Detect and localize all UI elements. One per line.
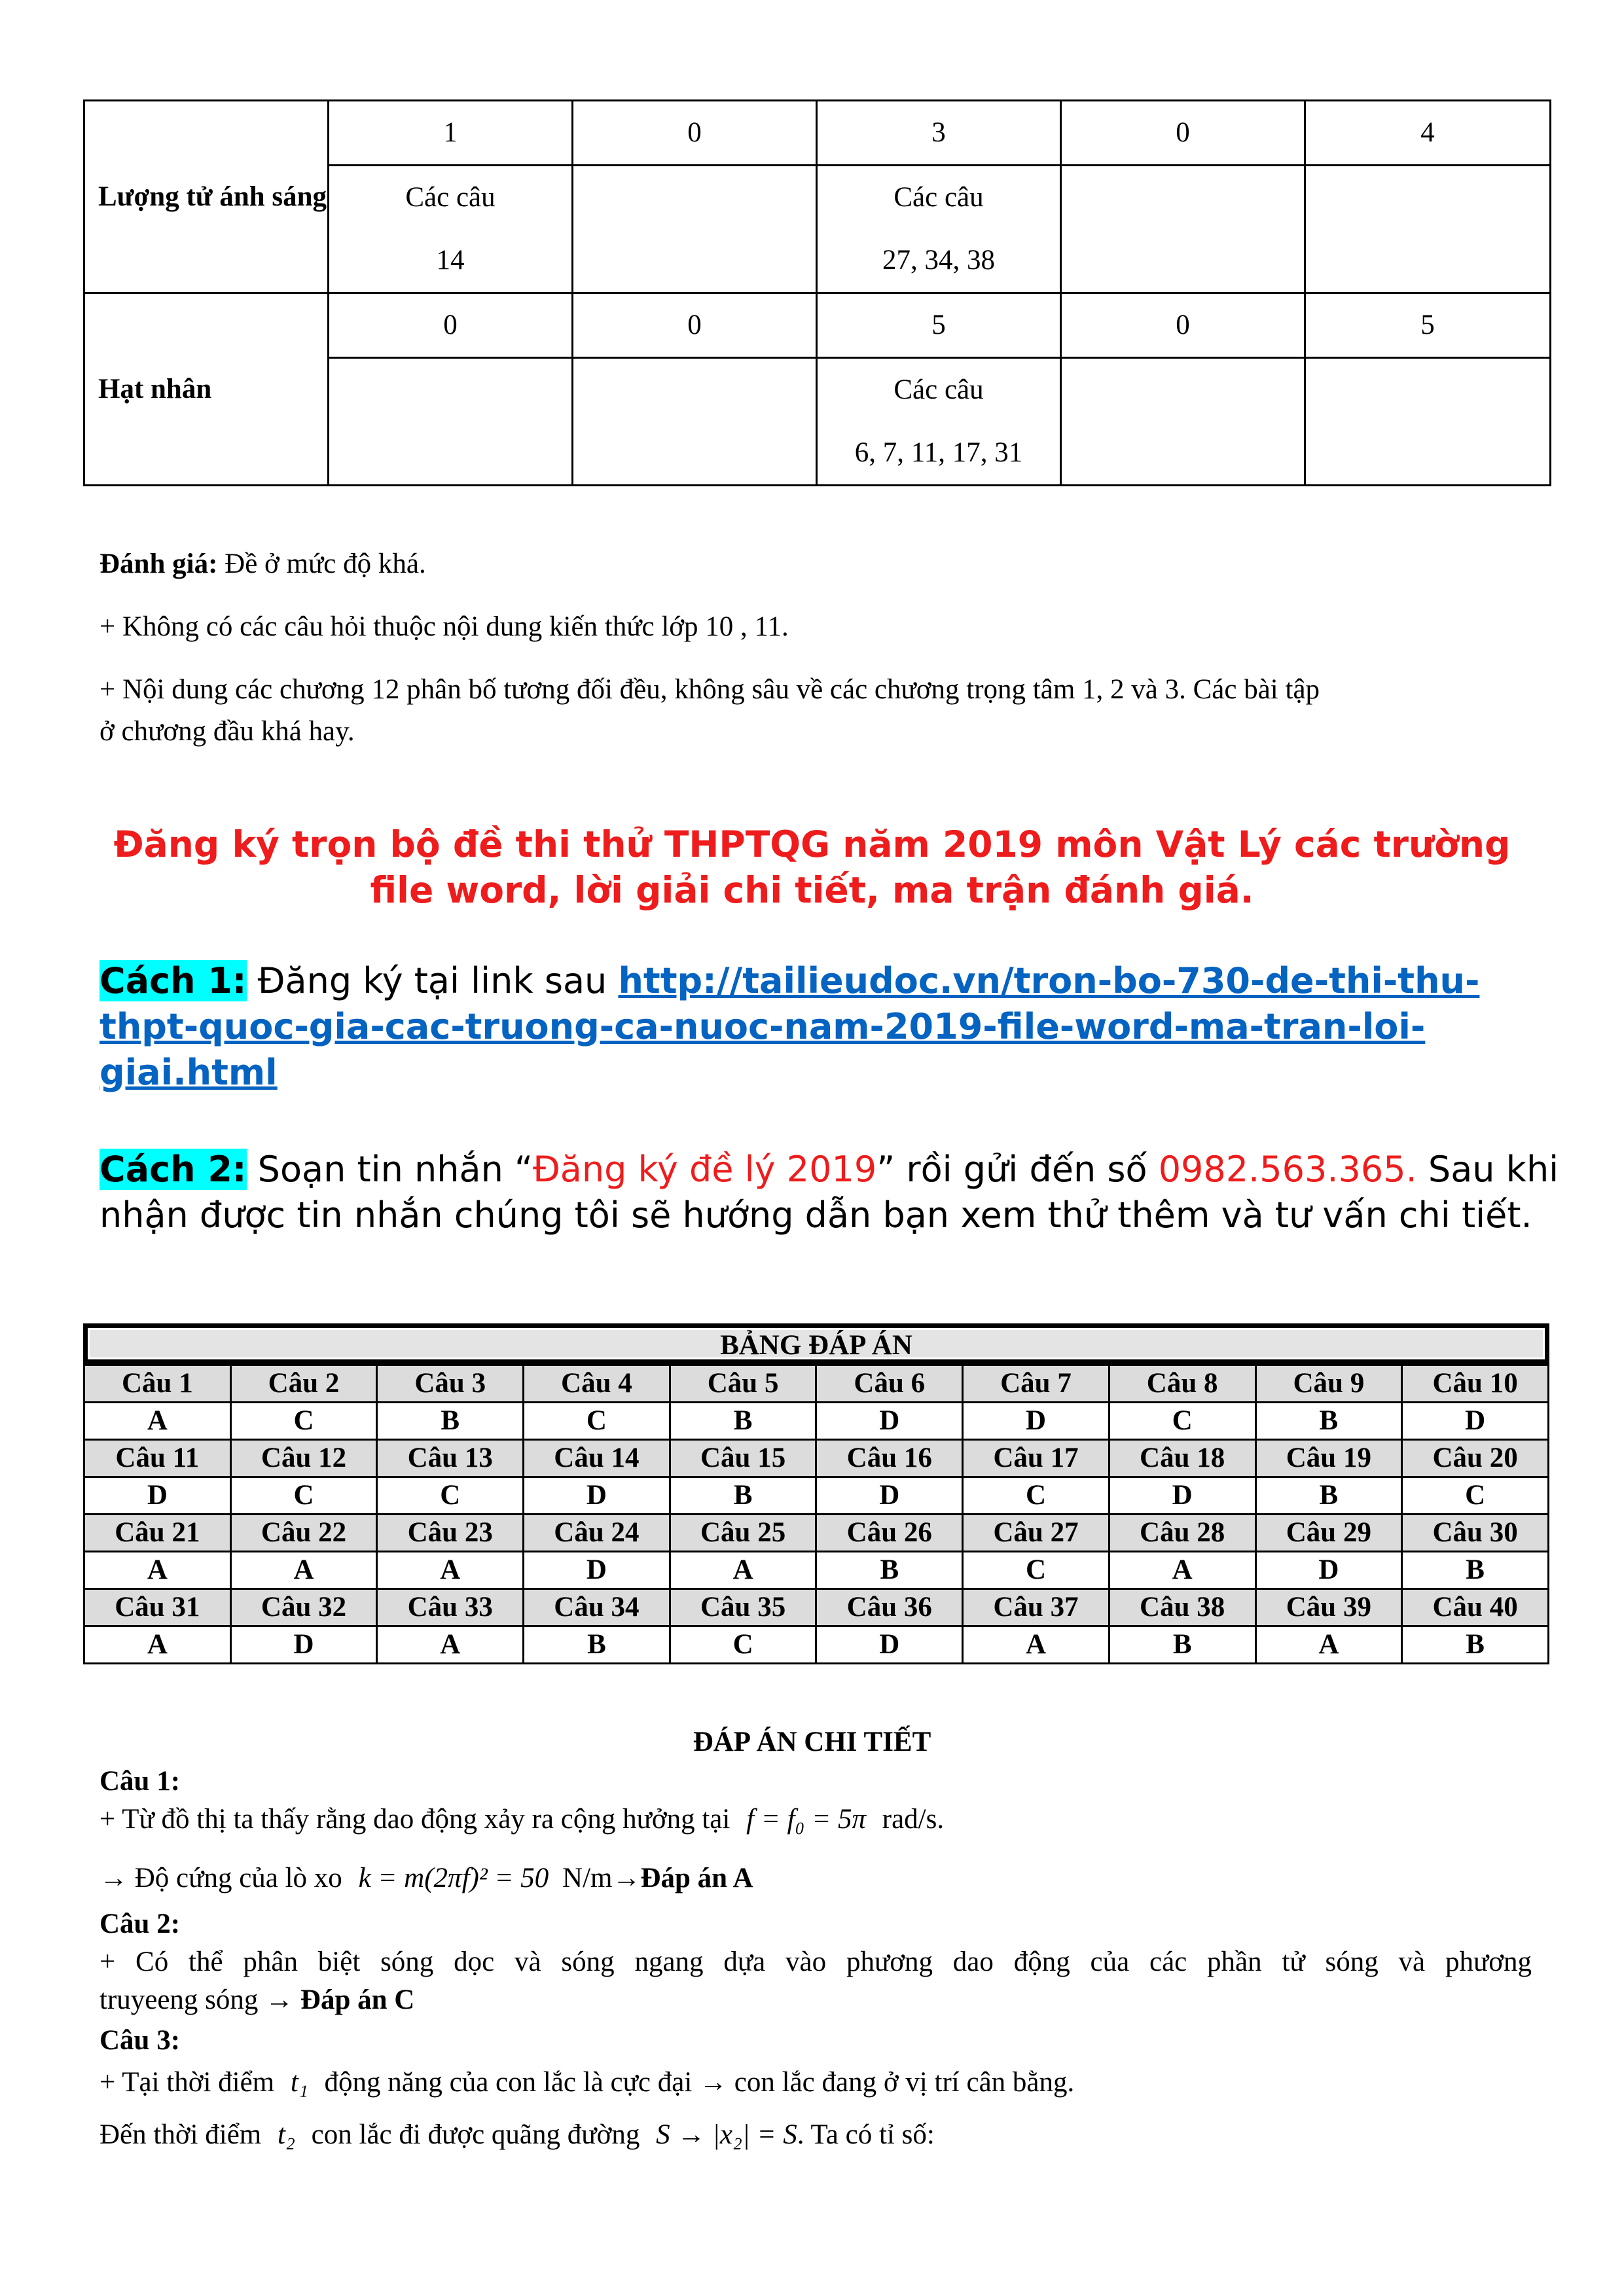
answer-question-label: Câu 21: [84, 1515, 231, 1552]
questions-cell: [1305, 358, 1551, 486]
answer-value: C: [1109, 1403, 1255, 1440]
answer-table: [83, 1323, 1549, 1664]
way-1-label: Cách 1:: [99, 960, 247, 1001]
register-link-line-3[interactable]: [99, 1050, 278, 1096]
promo-heading-line-2: file word, lời giải chi tiết, ma trận đánh giá.: [370, 869, 1254, 911]
questions-cell: Các câu 6, 7, 11, 17, 31: [817, 358, 1061, 486]
answer-question-label: Câu 10: [1402, 1365, 1549, 1403]
assessment-point-1: + Không có các câu hỏi thuộc nội dung kiến thức lớp 10 , 11.: [99, 611, 789, 642]
answer-question-label: Câu 8: [1109, 1365, 1255, 1403]
questions-cell: [1061, 166, 1305, 293]
questions-cell: Các câu 27, 34, 38: [817, 166, 1061, 293]
count-cell: 0: [1061, 293, 1305, 358]
count-cell: 0: [573, 101, 817, 166]
question-1-line-2: [99, 1857, 753, 1899]
count-cell: 1: [329, 101, 573, 166]
question-2-label: Câu 2:: [99, 1909, 181, 1939]
q1-text: → Độ cứng của lò xo: [99, 1863, 342, 1893]
answer-value: A: [377, 1552, 524, 1589]
q1-text: + Từ đồ thị ta thấy rằng dao động xảy ra cộng hưởng tại: [99, 1804, 731, 1835]
answer-question-label: Câu 22: [230, 1515, 377, 1552]
assessment-text: Đề ở mức độ khá.: [217, 548, 426, 579]
answer-value: A: [1109, 1552, 1255, 1589]
q3-formula: S → |x₂| = S: [656, 2119, 797, 2150]
count-cell: 4: [1305, 101, 1551, 166]
count-cell: 0: [329, 293, 573, 358]
answer-question-label: Câu 26: [816, 1515, 963, 1552]
answer-question-label: Câu 16: [816, 1440, 963, 1477]
answer-value: B: [1255, 1477, 1402, 1515]
sms-content: Đăng ký đề lý 2019: [532, 1149, 877, 1190]
answer-value: C: [377, 1477, 524, 1515]
answer-question-label: Câu 36: [816, 1589, 963, 1626]
answer-question-label: Câu 27: [963, 1515, 1110, 1552]
way-2-text: Sau khi: [1416, 1149, 1559, 1190]
questions-cell: [1305, 166, 1551, 293]
q1-answer: Đáp án A: [640, 1863, 753, 1893]
question-3-line-1: [99, 2062, 1074, 2104]
q3-text: + Tại thời điểm: [99, 2067, 275, 2098]
assessment: [99, 543, 426, 585]
questions-cell: Các câu 14: [329, 166, 573, 293]
answer-grid: [83, 1364, 1549, 1664]
questions-cell: [329, 358, 573, 486]
count-cell: 3: [817, 101, 1061, 166]
answer-question-label: Câu 24: [524, 1515, 670, 1552]
register-link[interactable]: http://tailieudoc.vn/tron-bo-730-de-thi-thu-: [618, 960, 1480, 1001]
q3-text: . Ta có tỉ số:: [797, 2119, 935, 2150]
q1-unit: rad/s.: [882, 1804, 945, 1835]
answer-value: D: [1109, 1477, 1255, 1515]
table-row: [84, 101, 1551, 166]
answer-question-label: Câu 28: [1109, 1515, 1255, 1552]
answer-value: D: [816, 1626, 963, 1664]
register-link-line-2[interactable]: [99, 1004, 1425, 1050]
answer-label-row: [84, 1440, 1549, 1477]
answer-value-row: [84, 1552, 1549, 1589]
q3-formula: t₂: [278, 2119, 295, 2150]
answer-value: C: [963, 1477, 1110, 1515]
answer-label-row: [84, 1515, 1549, 1552]
table-row: [84, 293, 1551, 358]
count-cell: 5: [1305, 293, 1551, 358]
answer-value: A: [963, 1626, 1110, 1664]
answer-question-label: Câu 4: [524, 1365, 670, 1403]
answer-question-label: Câu 20: [1402, 1440, 1549, 1477]
answer-value: B: [670, 1477, 816, 1515]
way-2-text: Soạn tin nhắn “: [246, 1149, 533, 1190]
answer-value: D: [1255, 1552, 1402, 1589]
answer-value: D: [963, 1403, 1110, 1440]
answer-value: B: [524, 1626, 670, 1664]
answer-value: D: [816, 1403, 963, 1440]
answer-value: C: [1402, 1477, 1549, 1515]
answer-value: D: [84, 1477, 231, 1515]
way-2-label: Cách 2:: [99, 1149, 247, 1190]
q1-formula: f = f₀ = 5π: [746, 1804, 867, 1835]
answer-question-label: Câu 23: [377, 1515, 524, 1552]
answer-question-label: Câu 12: [230, 1440, 377, 1477]
answer-question-label: Câu 29: [1255, 1515, 1402, 1552]
count-cell: 5: [817, 293, 1061, 358]
q1-unit: N/m→: [562, 1863, 641, 1893]
way-2: [99, 1147, 1559, 1193]
way-2-line-2: nhận được tin nhắn chúng tôi sẽ hướng dẫn bạn xem thử thêm và tư vấn chi tiết.: [99, 1194, 1532, 1236]
answer-value: C: [230, 1403, 377, 1440]
q3-text: động năng của con lắc là cực đại → con lắc đang ở vị trí cân bằng.: [324, 2067, 1075, 2098]
answer-question-label: Câu 5: [670, 1365, 816, 1403]
answer-value: C: [230, 1477, 377, 1515]
q2-answer: Đáp án C: [300, 1984, 415, 2015]
answer-question-label: Câu 25: [670, 1515, 816, 1552]
question-2-line-2: [99, 1979, 414, 2021]
answer-value: C: [963, 1552, 1110, 1589]
answer-question-label: Câu 9: [1255, 1365, 1402, 1403]
answer-question-label: Câu 1: [84, 1365, 231, 1403]
questions-cell: [573, 358, 817, 486]
answer-question-label: Câu 34: [524, 1589, 670, 1626]
answer-value: C: [524, 1403, 670, 1440]
answer-table-title: [83, 1323, 1549, 1364]
topic-cell: Hạt nhân: [84, 293, 329, 486]
promo-heading-line-1: Đăng ký trọn bộ đề thi thử THPTQG năm 2019 môn Vật Lý các trường: [113, 823, 1511, 865]
answer-value: A: [377, 1626, 524, 1664]
answer-question-label: Câu 18: [1109, 1440, 1255, 1477]
question-3-line-2: [99, 2114, 935, 2156]
answer-label-row: [84, 1365, 1549, 1403]
question-3-label: Câu 3:: [99, 2025, 181, 2056]
question-1-label: Câu 1:: [99, 1766, 181, 1797]
answer-value: D: [816, 1477, 963, 1515]
q2-text: truyeeng sóng →: [99, 1984, 294, 2015]
register-link-part[interactable]: giai.html: [99, 1052, 278, 1093]
answer-value-row: [84, 1403, 1549, 1440]
answer-value: D: [230, 1626, 377, 1664]
answer-question-label: Câu 7: [963, 1365, 1110, 1403]
answer-question-label: Câu 30: [1402, 1515, 1549, 1552]
answer-question-label: Câu 15: [670, 1440, 816, 1477]
matrix-table: [83, 99, 1551, 486]
answer-question-label: Câu 33: [377, 1589, 524, 1626]
q1-formula: k = m(2πf)² = 50: [358, 1863, 549, 1893]
answer-value: B: [1255, 1403, 1402, 1440]
answer-value-row: [84, 1477, 1549, 1515]
answer-question-label: Câu 17: [963, 1440, 1110, 1477]
count-cell: 0: [573, 293, 817, 358]
answer-value: A: [84, 1626, 231, 1664]
answer-value: B: [670, 1403, 816, 1440]
question-1-line-1: [99, 1799, 944, 1840]
questions-cell: [1061, 358, 1305, 486]
phone-number: 0982.563.365.: [1158, 1149, 1417, 1190]
way-1-text: Đăng ký tại link sau: [246, 960, 619, 1001]
answer-question-label: Câu 38: [1109, 1589, 1255, 1626]
assessment-label: Đánh giá:: [99, 548, 218, 579]
answer-value: B: [377, 1403, 524, 1440]
answer-question-label: Câu 31: [84, 1589, 231, 1626]
answer-question-label: Câu 37: [963, 1589, 1110, 1626]
answer-question-label: Câu 3: [377, 1365, 524, 1403]
answer-value: A: [670, 1552, 816, 1589]
count-cell: 0: [1061, 101, 1305, 166]
answer-question-label: Câu 40: [1402, 1589, 1549, 1626]
answer-value: D: [1402, 1403, 1549, 1440]
solutions-heading: ĐÁP ÁN CHI TIẾT: [693, 1727, 931, 1757]
answer-value: B: [1402, 1626, 1549, 1664]
answer-value: C: [670, 1626, 816, 1664]
answer-label-row: [84, 1589, 1549, 1626]
q3-text: con lắc đi được quãng đường: [311, 2119, 640, 2150]
answer-value: A: [84, 1552, 231, 1589]
answer-question-label: Câu 13: [377, 1440, 524, 1477]
answer-question-label: Câu 14: [524, 1440, 670, 1477]
answer-value: B: [816, 1552, 963, 1589]
answer-question-label: Câu 32: [230, 1589, 377, 1626]
answer-value: A: [84, 1403, 231, 1440]
answer-question-label: Câu 11: [84, 1440, 231, 1477]
answer-question-label: Câu 35: [670, 1589, 816, 1626]
topic-cell: Lượng tử ánh sáng: [84, 101, 329, 293]
answer-value: A: [230, 1552, 377, 1589]
way-2-text: ” rồi gửi đến số: [876, 1149, 1159, 1190]
questions-cell: [573, 166, 817, 293]
q3-formula: t₁: [290, 2067, 308, 2098]
answer-question-label: Câu 6: [816, 1365, 963, 1403]
q3-text: Đến thời điểm: [99, 2119, 262, 2150]
answer-value: D: [524, 1552, 670, 1589]
answer-value: B: [1402, 1552, 1549, 1589]
question-2-line-1: + Có thể phân biệt sóng dọc và sóng ngang dựa vào phương dao động của các phần tử sóng và phương: [99, 1946, 1532, 1977]
answer-value: A: [1255, 1626, 1402, 1664]
answer-question-label: Câu 19: [1255, 1440, 1402, 1477]
register-link-part[interactable]: thpt-quoc-gia-cac-truong-ca-nuoc-nam-2019-file-word-ma-tran-loi-: [99, 1006, 1426, 1047]
answer-value-row: [84, 1626, 1549, 1664]
way-1: [99, 958, 1479, 1004]
answer-table-title-text: BẢNG ĐÁP ÁN: [88, 1328, 1545, 1359]
answer-value: B: [1109, 1626, 1255, 1664]
assessment-point-2b: ở chương đầu khá hay.: [99, 716, 355, 747]
assessment-point-2a: + Nội dung các chương 12 phân bố tương đối đều, không sâu về các chương trọng tâm 1, 2 và 3. Các bài tập: [99, 674, 1320, 705]
answer-value: D: [524, 1477, 670, 1515]
answer-question-label: Câu 2: [230, 1365, 377, 1403]
answer-question-label: Câu 39: [1255, 1589, 1402, 1626]
